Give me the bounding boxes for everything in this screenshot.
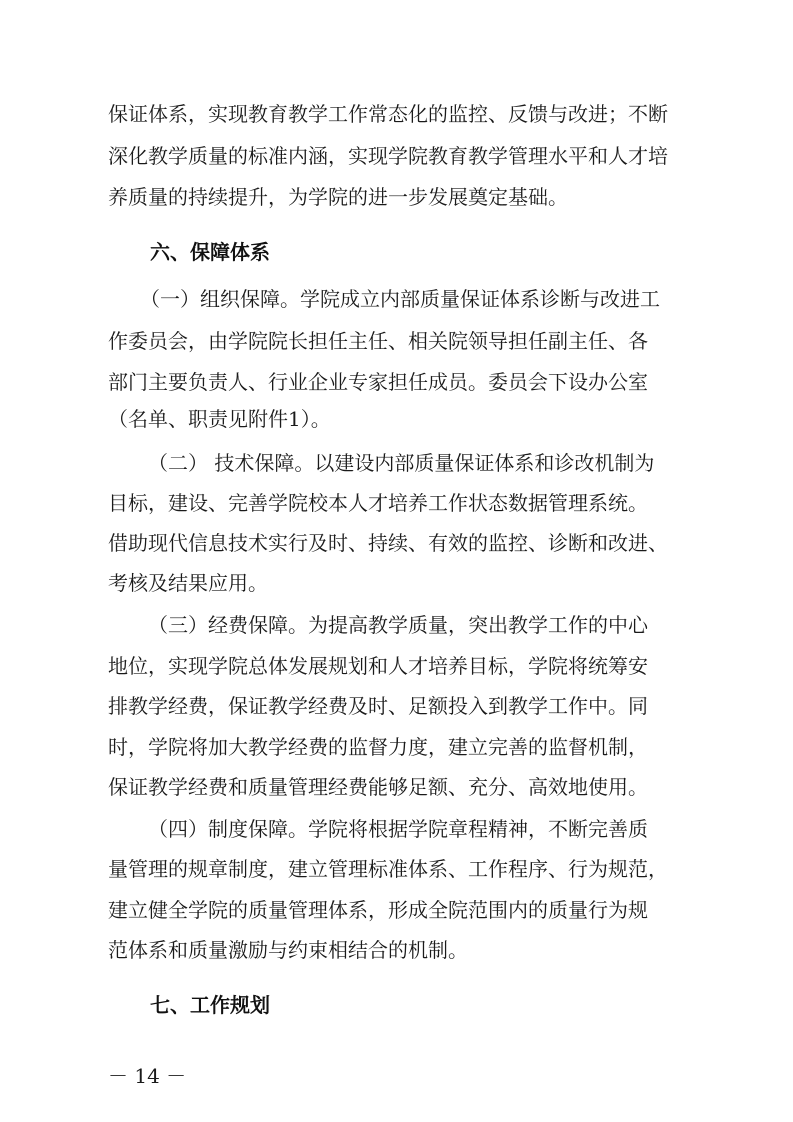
page-number: － 14 － — [108, 1064, 187, 1088]
text-line: 借助现代信息技术实行及时、持续、有效的监控、诊断和改进、 — [108, 531, 668, 555]
section-heading-7: 七、工作规划 — [150, 993, 270, 1017]
text-line: （三）经费保障。为提高教学质量，突出教学工作的中心 — [148, 613, 648, 637]
section-heading-6: 六、保障体系 — [150, 240, 270, 264]
text-line: 建立健全学院的质量管理体系，形成全院范围内的质量行为规 — [108, 898, 648, 922]
text-line: 范体系和质量激励与约束相结合的机制。 — [108, 938, 468, 962]
text-line: 作委员会，由学院院长担任主任、相关院领导担任副主任、各 — [108, 329, 648, 353]
text-line: （名单、职责见附件1）。 — [108, 407, 331, 431]
text-line: 养质量的持续提升，为学院的进一步发展奠定基础。 — [108, 185, 568, 209]
text-line: 部门主要负责人、行业企业专家担任成员。委员会下设办公室 — [108, 370, 648, 394]
text-line: 地位，实现学院总体发展规划和人才培养目标，学院将统筹安 — [108, 654, 648, 678]
text-line: 深化教学质量的标准内涵，实现学院教育教学管理水平和人才培 — [108, 144, 668, 168]
text-line: 量管理的规章制度，建立管理标准体系、工作程序、行为规范， — [108, 857, 668, 881]
text-line: （二） 技术保障。以建设内部质量保证体系和诊改机制为 — [148, 451, 655, 475]
text-line: 保证体系，实现教育教学工作常态化的监控、反馈与改进；不断 — [108, 102, 668, 126]
text-line: 排教学经费，保证教学经费及时、足额投入到教学工作中。同 — [108, 694, 648, 718]
text-line: （四）制度保障。学院将根据学院章程精神，不断完善质 — [148, 817, 648, 841]
text-line: 保证教学经费和质量管理经费能够足额、充分、高效地使用。 — [108, 775, 648, 799]
text-line: 时，学院将加大教学经费的监督力度，建立完善的监督机制， — [108, 735, 648, 759]
text-line: 考核及结果应用。 — [108, 571, 268, 595]
text-line: 目标，建设、完善学院校本人才培养工作状态数据管理系统。 — [108, 491, 648, 515]
text-line: （一）组织保障。学院成立内部质量保证体系诊断与改进工 — [140, 287, 660, 311]
